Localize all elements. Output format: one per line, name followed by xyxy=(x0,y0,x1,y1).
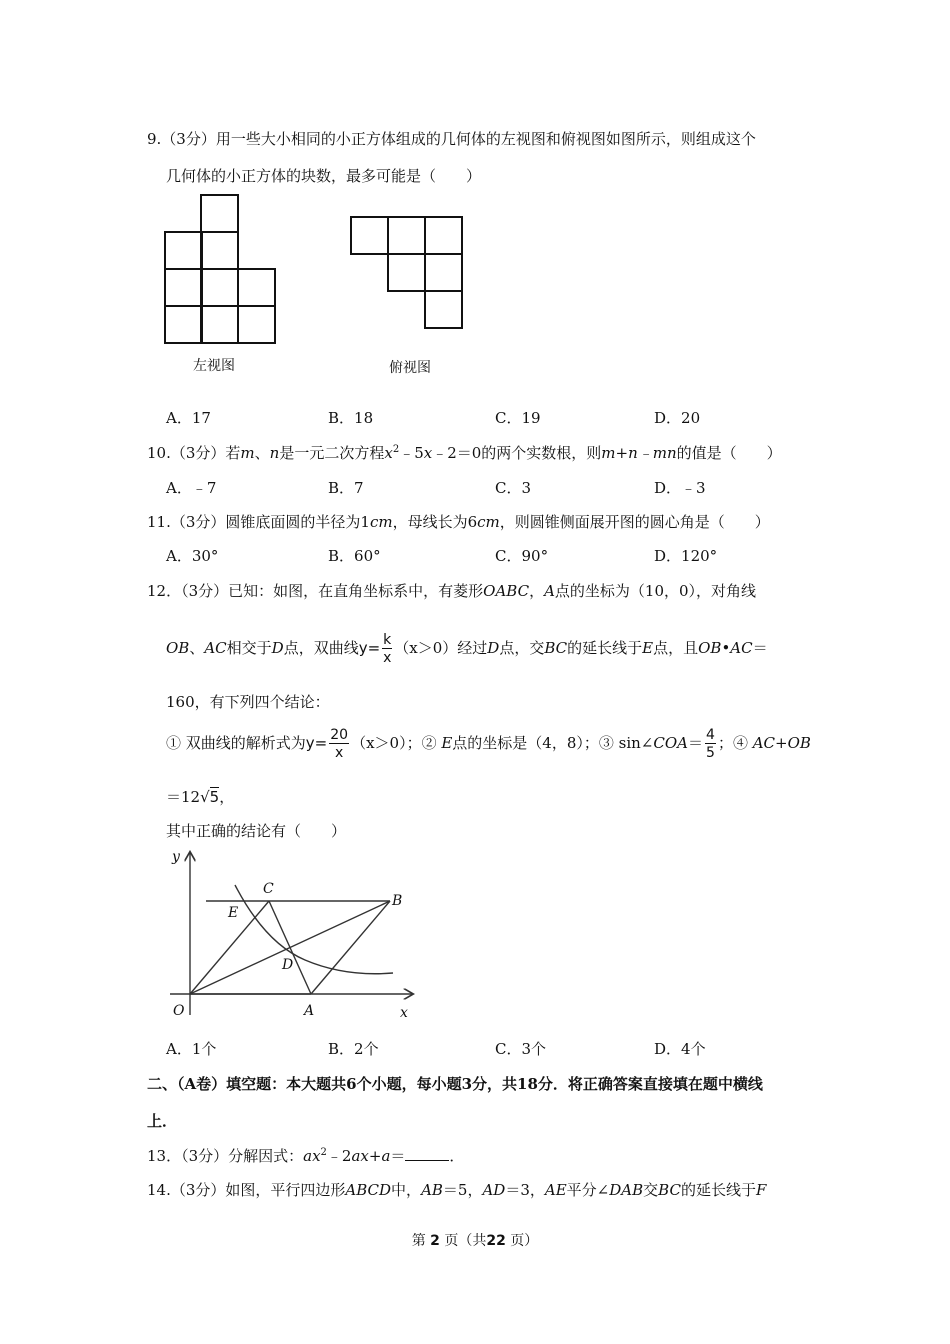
top-view-figure xyxy=(347,212,467,332)
q12-line5: ＝12√5， xyxy=(166,788,235,806)
fig-label-o: O xyxy=(173,1003,185,1019)
20-over-x-fraction: $\frac{20}{x}$ xyxy=(330,727,349,761)
q12-figure xyxy=(160,845,420,1025)
q13-stem: 13．（3分）分解因式：$ax^2﹣2ax+a=$ ． xyxy=(147,1147,465,1165)
page-footer: 第 2 页（共22 页） xyxy=(411,1233,539,1249)
fig-label-c: C xyxy=(263,881,274,897)
q12-line2: OB、AC相交于D点，双曲线y= $\frac{k}{x}$ （x＞0）经过D点，交BC的延长线于E点，且OB•AC＝ xyxy=(166,632,768,666)
q11-stem: 11.（3分）圆锥底面圆的半径为1cm，母线长为6cm，则圆锥侧面展开图的圆心角是（ ） xyxy=(147,513,770,531)
section2-heading: 二、（A卷）填空题：本大题共6个小题，每小题3分，共18分．将正确答案直接填在题中横线 xyxy=(147,1075,763,1093)
q12-option-b: B．2个 xyxy=(328,1040,379,1058)
q12-option-d: D．4个 xyxy=(654,1040,706,1058)
fig-label-x: x xyxy=(400,1005,408,1021)
q9-option-b: B．18 xyxy=(328,409,374,427)
fig-label-d: D xyxy=(282,957,294,973)
4-over-5-fraction: $\frac{4}{5}$ xyxy=(706,727,715,761)
fig-label-y: y xyxy=(172,849,180,865)
q11-option-a: A．30° xyxy=(166,547,219,565)
line-ab xyxy=(311,901,390,994)
hyperbola-curve xyxy=(235,885,393,974)
q12-conclusions: ① 双曲线的解析式为y= $\frac{20}{x}$ （x＞0）；② E点的坐标是（4，8）；③ sin∠COA＝ $\frac{4}{5}$ ；④ AC+OB xyxy=(166,727,811,761)
q10-option-d: D．﹣3 xyxy=(654,479,706,497)
answer-blank xyxy=(405,1146,449,1161)
left-view-figure xyxy=(160,190,285,350)
q12-option-a: A．1个 xyxy=(166,1040,217,1058)
q9-option-a: A．17 xyxy=(166,409,211,427)
q9-option-c: C．19 xyxy=(495,409,541,427)
top-view-label: 俯视图 xyxy=(389,360,431,376)
q9-line1: 9.（3分）用一些大小相同的小正方体组成的几何体的左视图和俯视图如图所示，则组成这个 xyxy=(147,130,756,148)
q10-option-c: C．3 xyxy=(495,479,532,497)
q10-option-a: A．﹣7 xyxy=(166,479,217,497)
section2-heading-cont: 上． xyxy=(147,1112,178,1130)
fig-label-b: B xyxy=(392,893,403,909)
q9-line2: 几何体的小正方体的块数，最多可能是（ ） xyxy=(166,167,482,185)
q11-option-d: D．120° xyxy=(654,547,718,565)
fig-label-a: A xyxy=(304,1003,315,1019)
q10-option-b: B．7 xyxy=(328,479,364,497)
q11-option-b: B．60° xyxy=(328,547,381,565)
fig-label-e: E xyxy=(228,905,239,921)
q12-option-c: C．3个 xyxy=(495,1040,547,1058)
q12-line6: 其中正确的结论有（ ） xyxy=(166,822,347,840)
k-over-x-fraction: $\frac{k}{x}$ xyxy=(383,632,392,666)
q12-line3: 160，有下列四个结论： xyxy=(166,693,330,711)
q11-option-c: C．90° xyxy=(495,547,549,565)
q9-option-d: D．20 xyxy=(654,409,701,427)
q12-line1: 12．（3分）已知：如图，在直角坐标系中，有菱形OABC，A点的坐标为（10，0），对角线 xyxy=(147,582,757,600)
line-ca xyxy=(269,901,311,994)
q10-stem: 10.（3分）若m、n是一元二次方程$x^2﹣5x﹣2=0$的两个实数根，则m+n﹣mn的值是（ ） xyxy=(147,444,782,462)
left-view-label: 左视图 xyxy=(193,358,235,374)
q14-stem: 14.（3分）如图，平行四边形ABCD中，AB＝5，AD＝3，AE平分∠DAB交BC的延长线于F xyxy=(147,1181,767,1199)
